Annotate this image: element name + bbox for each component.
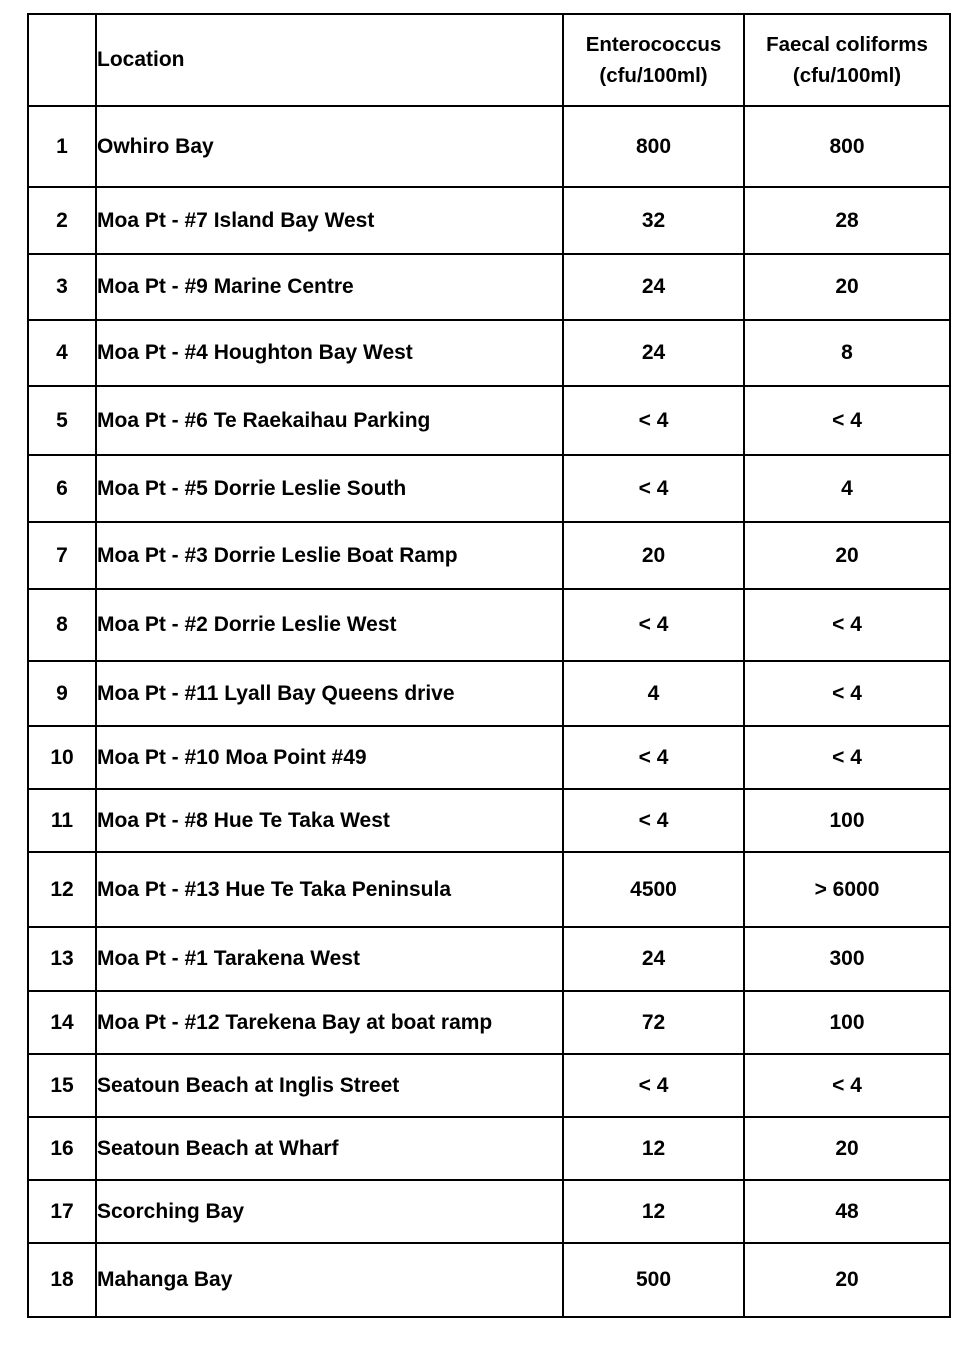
header-enterococcus: Enterococcus (cfu/100ml) xyxy=(563,14,744,106)
row-enterococcus: 4 xyxy=(563,661,744,726)
row-enterococcus: 800 xyxy=(563,106,744,187)
row-faecal-coliforms: 20 xyxy=(744,1117,950,1180)
table-row xyxy=(28,522,950,589)
row-number: 12 xyxy=(28,852,96,927)
row-enterococcus: < 4 xyxy=(563,386,744,455)
row-number: 7 xyxy=(28,522,96,589)
row-enterococcus: 24 xyxy=(563,927,744,991)
row-faecal-coliforms: 20 xyxy=(744,522,950,589)
table-row xyxy=(28,1117,950,1180)
row-number: 15 xyxy=(28,1054,96,1117)
row-number: 3 xyxy=(28,254,96,320)
row-number: 13 xyxy=(28,927,96,991)
row-number: 6 xyxy=(28,455,96,522)
row-number: 11 xyxy=(28,789,96,852)
table-row xyxy=(28,1054,950,1117)
row-faecal-coliforms: < 4 xyxy=(744,589,950,661)
row-faecal-coliforms: < 4 xyxy=(744,726,950,789)
row-enterococcus: 32 xyxy=(563,187,744,254)
row-location: Moa Pt - #9 Marine Centre xyxy=(96,254,563,320)
row-enterococcus: < 4 xyxy=(563,726,744,789)
table-row xyxy=(28,106,950,187)
row-enterococcus: < 4 xyxy=(563,589,744,661)
header-number xyxy=(28,14,96,106)
table-header-row xyxy=(28,14,950,106)
row-number: 2 xyxy=(28,187,96,254)
row-faecal-coliforms: 100 xyxy=(744,991,950,1054)
row-faecal-coliforms: < 4 xyxy=(744,661,950,726)
row-faecal-coliforms: 48 xyxy=(744,1180,950,1243)
row-location: Moa Pt - #8 Hue Te Taka West xyxy=(96,789,563,852)
table-row xyxy=(28,1180,950,1243)
table-row xyxy=(28,455,950,522)
row-faecal-coliforms: > 6000 xyxy=(744,852,950,927)
table-row xyxy=(28,789,950,852)
row-location: Moa Pt - #11 Lyall Bay Queens drive xyxy=(96,661,563,726)
row-number: 1 xyxy=(28,106,96,187)
row-faecal-coliforms: 800 xyxy=(744,106,950,187)
row-enterococcus: 12 xyxy=(563,1180,744,1243)
row-number: 9 xyxy=(28,661,96,726)
row-location: Moa Pt - #4 Houghton Bay West xyxy=(96,320,563,386)
row-location: Moa Pt - #6 Te Raekaihau Parking xyxy=(96,386,563,455)
table-row xyxy=(28,254,950,320)
row-location: Moa Pt - #2 Dorrie Leslie West xyxy=(96,589,563,661)
row-enterococcus: < 4 xyxy=(563,789,744,852)
row-faecal-coliforms: 4 xyxy=(744,455,950,522)
row-location: Moa Pt - #3 Dorrie Leslie Boat Ramp xyxy=(96,522,563,589)
table-row xyxy=(28,852,950,927)
row-enterococcus: 24 xyxy=(563,254,744,320)
row-location: Seatoun Beach at Inglis Street xyxy=(96,1054,563,1117)
row-number: 17 xyxy=(28,1180,96,1243)
table-row xyxy=(28,589,950,661)
row-faecal-coliforms: 28 xyxy=(744,187,950,254)
table-row xyxy=(28,661,950,726)
table-row xyxy=(28,320,950,386)
row-faecal-coliforms: 8 xyxy=(744,320,950,386)
water-quality-table xyxy=(27,13,951,1318)
row-number: 14 xyxy=(28,991,96,1054)
row-number: 10 xyxy=(28,726,96,789)
header-location: Location xyxy=(96,14,563,106)
row-location: Mahanga Bay xyxy=(96,1243,563,1317)
row-location: Scorching Bay xyxy=(96,1180,563,1243)
row-location: Moa Pt - #10 Moa Point #49 xyxy=(96,726,563,789)
row-location: Moa Pt - #1 Tarakena West xyxy=(96,927,563,991)
row-location: Moa Pt - #13 Hue Te Taka Peninsula xyxy=(96,852,563,927)
header-faecal-coliforms: Faecal coliforms (cfu/100ml) xyxy=(744,14,950,106)
row-number: 8 xyxy=(28,589,96,661)
row-enterococcus: 72 xyxy=(563,991,744,1054)
row-faecal-coliforms: 100 xyxy=(744,789,950,852)
table-row xyxy=(28,927,950,991)
row-location: Moa Pt - #5 Dorrie Leslie South xyxy=(96,455,563,522)
row-faecal-coliforms: 300 xyxy=(744,927,950,991)
row-enterococcus: < 4 xyxy=(563,455,744,522)
table-row xyxy=(28,991,950,1054)
row-number: 18 xyxy=(28,1243,96,1317)
row-location: Moa Pt - #12 Tarekena Bay at boat ramp xyxy=(96,991,563,1054)
row-enterococcus: 12 xyxy=(563,1117,744,1180)
row-faecal-coliforms: < 4 xyxy=(744,386,950,455)
row-enterococcus: 24 xyxy=(563,320,744,386)
row-enterococcus: 20 xyxy=(563,522,744,589)
table-row xyxy=(28,726,950,789)
table-row xyxy=(28,386,950,455)
table-body xyxy=(28,106,950,1317)
row-faecal-coliforms: < 4 xyxy=(744,1054,950,1117)
row-enterococcus: 500 xyxy=(563,1243,744,1317)
row-number: 5 xyxy=(28,386,96,455)
row-faecal-coliforms: 20 xyxy=(744,254,950,320)
row-enterococcus: 4500 xyxy=(563,852,744,927)
table-row xyxy=(28,1243,950,1317)
row-location: Seatoun Beach at Wharf xyxy=(96,1117,563,1180)
row-location: Moa Pt - #7 Island Bay West xyxy=(96,187,563,254)
row-number: 16 xyxy=(28,1117,96,1180)
table-row xyxy=(28,187,950,254)
row-faecal-coliforms: 20 xyxy=(744,1243,950,1317)
row-enterococcus: < 4 xyxy=(563,1054,744,1117)
row-number: 4 xyxy=(28,320,96,386)
row-location: Owhiro Bay xyxy=(96,106,563,187)
